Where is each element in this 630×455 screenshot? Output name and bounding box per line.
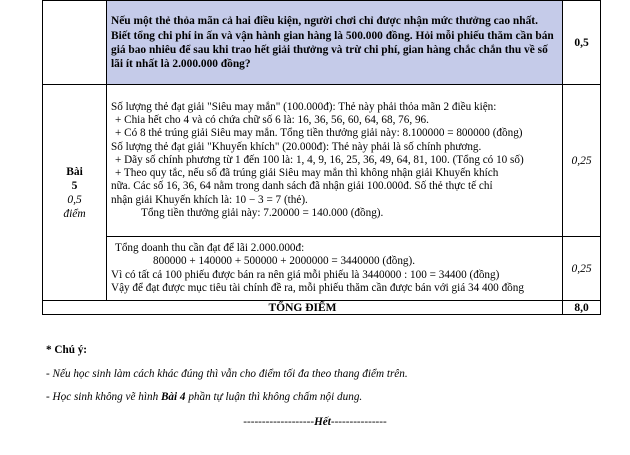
grading-table — [42, 0, 601, 315]
end-dashes-left: ------------------- — [243, 416, 315, 428]
part2-row — [43, 237, 601, 301]
part2-line: Vì có tất cả 100 phiếu được bán ra nên giá mỗi phiếu là 3440000 : 100 = 34400 (đồng) — [111, 268, 500, 281]
note-line-2-emphasis: Bài 4 — [160, 391, 186, 403]
question-text: Nếu một thẻ thỏa mãn cả hai điều kiện, người chơi chỉ được nhận mức thưởng cao nhất. Biết tổng chi phí in ấn và vận hành gian hàng là 500.000 đồng. Hỏi mỗi phiếu thăm cần bán giá bao nhiêu để sau khi trao hết giải thưởng và trừ chi phí, gian hàng chắc chắn thu về số lãi ít nhất là 2.000.000 đồng? — [107, 1, 563, 85]
note-line-1: - Nếu học sinh làm cách khác đúng thì vẫn cho điểm tối đa theo thang điểm trên. — [46, 368, 408, 380]
problem-label-cell — [43, 85, 107, 301]
problem-points: 0,5 — [67, 193, 82, 206]
note-line-2-part-a: - Học sinh không vẽ hình — [46, 391, 161, 403]
problem-label: Bài — [66, 165, 83, 178]
question-points: 0,5 — [563, 1, 601, 85]
problem-label-cell-top — [43, 1, 107, 85]
part2-line: Tổng doanh thu cần đạt để lãi 2.000.000đ: — [115, 242, 305, 255]
end-dashes-right: --------------- — [330, 416, 387, 428]
problem-number: 5 — [71, 179, 78, 192]
part2-line: Vậy để đạt được mục tiêu tài chính đề ra, mỗi phiếu thăm cần được bán với giá 34 400 đồng — [111, 281, 524, 294]
total-points: 8,0 — [563, 301, 601, 315]
question-row — [43, 1, 601, 85]
end-marker — [0, 416, 630, 428]
part1-line: Tổng tiền thưởng giải này: 7.20000 = 140.000 (đồng). — [141, 206, 384, 219]
part1-line: + Theo quy tắc, nếu số đã trúng giải Siêu may mắn thì không nhận giải Khuyến khích — [115, 167, 499, 180]
end-word: Hết — [314, 416, 331, 428]
problem-points-unit: điểm — [63, 207, 86, 220]
note-line-2-part-c: phần tự luận thì không chấm nội dung. — [185, 391, 363, 403]
note-line-2 — [46, 391, 362, 403]
notes-heading: * Chú ý: — [46, 344, 88, 356]
part1-line: + Có 8 thẻ trúng giải Siêu may mắn. Tổng tiền thưởng giải này: 8.100000 = 800000 (đồng) — [115, 127, 523, 140]
part1-row — [43, 85, 601, 237]
part1-points: 0,25 — [563, 85, 601, 237]
part1-line: Số lượng thẻ đạt giải "Khuyến khích" (20.000đ): Thẻ này phải là số chính phương. — [111, 140, 482, 153]
part1-line: nữa. Các số 16, 36, 64 nằm trong danh sách đã nhận giải 100.000đ. Số thẻ thực tế chỉ — [111, 180, 493, 193]
part2-points: 0,25 — [563, 237, 601, 301]
part1-line: Số lượng thẻ đạt giải "Siêu may mắn" (100.000đ): Thẻ này phải thỏa mãn 2 điều kiện: — [111, 101, 497, 114]
part1-line: + Dãy số chính phương từ 1 đến 100 là: 1, 4, 9, 16, 25, 36, 49, 64, 81, 100. (Tổng có 10 số) — [115, 153, 524, 166]
part2-line: 800000 + 140000 + 500000 + 2000000 = 3440000 (đồng). — [153, 255, 416, 268]
part2-solution — [107, 237, 563, 301]
total-label: TỔNG ĐIỂM — [43, 301, 563, 315]
part1-solution — [107, 85, 563, 237]
part1-line: nhận giải Khuyến khích là: 10 − 3 = 7 (thẻ). — [111, 193, 308, 206]
total-row — [43, 301, 601, 315]
part1-line: + Chia hết cho 4 và có chứa chữ số 6 là: 16, 36, 56, 60, 64, 68, 76, 96. — [115, 114, 429, 127]
